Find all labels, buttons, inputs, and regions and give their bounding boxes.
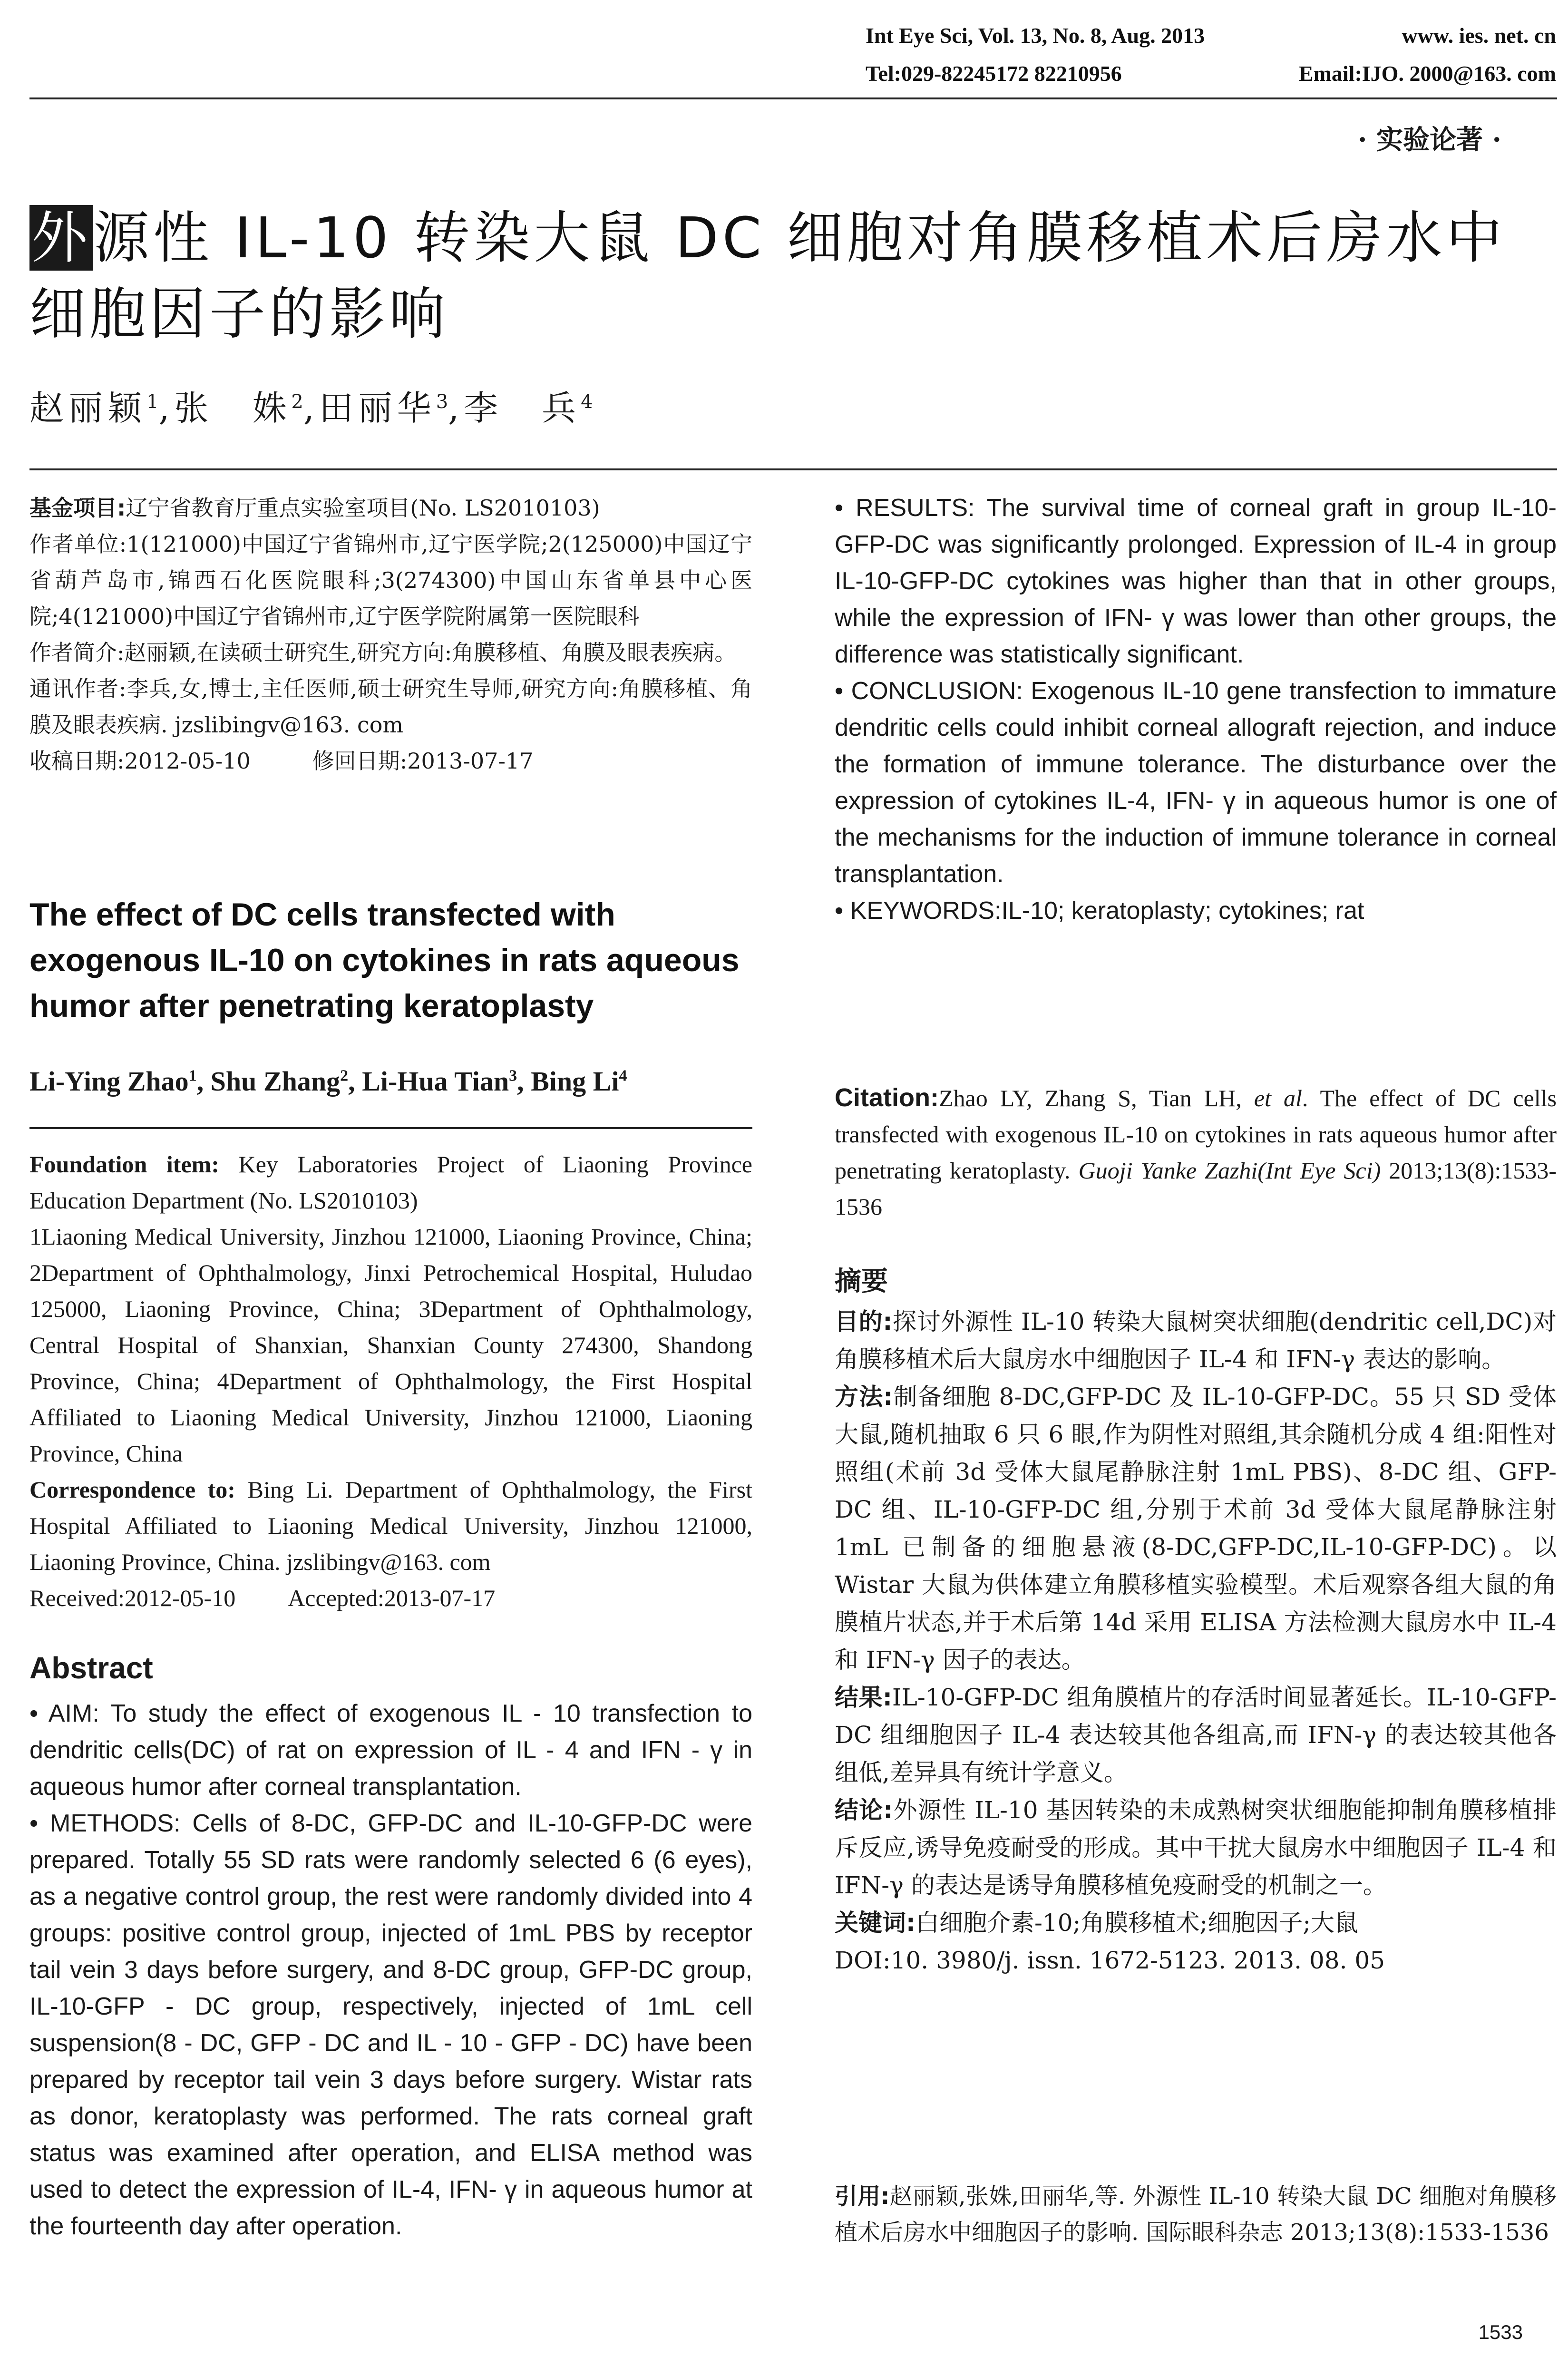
fund-label: 基金项目: — [29, 495, 126, 521]
yinyong-text: 赵丽颖,张姝,田丽华,等. 外源性 IL-10 转染大鼠 DC 细胞对角膜移植术后房水中细胞因子的影响. 国际眼科杂志 2013;13(8):1533-1536 — [835, 2183, 1557, 2246]
journal-info: Int Eye Sci, Vol. 13, No. 8, Aug. 2013 — [866, 23, 1205, 48]
title-cn — [29, 200, 1557, 352]
abstract-left-block — [29, 1695, 752, 2245]
page-number: 1533 — [1478, 2321, 1523, 2343]
unit-text: 1(121000)中国辽宁省锦州市,辽宁医学院;2(125000)中国辽宁省葫芦岛市,锦西石化医院眼科;3(274300)中国山东省单县中心医院;4(121000)中国辽宁省锦州市,辽宁医学院附属第一医院眼科 — [29, 531, 752, 629]
intro-label: 作者简介: — [29, 640, 125, 665]
author-sup: 3 — [509, 1067, 517, 1085]
cn-meta-block — [29, 490, 752, 779]
corr-text-cn: 李兵,女,博士,主任医师,硕士研究生导师,研究方向:角膜移植、角膜及眼表疾病. jzslibingv@163. com — [29, 676, 753, 738]
corr-text-en: Bing Li. Department of Ophthalmology, the First Hospital Affiliated to Liaoning Medical University, Jinzhou 121000, Liaoning Province, China. jzslibingv@163. com — [29, 1476, 753, 1575]
journal-phone: Tel:029-82245172 82210956 — [866, 61, 1122, 86]
jieguo-text: IL-10-GFP-DC 组角膜植片的存活时间显著延长。IL-10-GFP-DC 组细胞因子 IL-4 表达较其他各组高,而 IFN-γ 的表达较其他各组低,差异具有统计学意义。 — [835, 1684, 1557, 1786]
author-sup: 3 — [436, 391, 448, 413]
yinyong-block — [835, 2178, 1557, 2250]
journal-website: www. ies. net. cn — [1402, 23, 1556, 48]
corr-label-en: Correspondence to: — [29, 1476, 235, 1503]
accepted-en: Accepted:2013-07-17 — [288, 1585, 496, 1611]
author-en: Li-Hua Tian — [362, 1066, 509, 1097]
fangfa-label: 方法: — [835, 1383, 893, 1411]
received-en: Received:2012-05-10 — [29, 1585, 236, 1611]
foundation-text: Key Laboratories Project of Liaoning Province Education Department (No. LS2010103) — [29, 1151, 752, 1214]
citation-text: . The effect of DC cells transfected with exogenous IL-10 on cytokines in rats aqueous humor after penetrating keratoplasty. — [835, 1085, 1557, 1184]
header-rule — [29, 97, 1557, 99]
jielun-text: 外源性 IL-10 基因转染的未成熟树突状细胞能抑制角膜移植排斥反应,诱导免疫耐受的形成。其中干扰大鼠房水中细胞因子 IL-4 和 IFN-γ 的表达是诱导角膜移植免疫耐受的机制之一。 — [835, 1796, 1557, 1899]
author-sup: 4 — [619, 1067, 627, 1085]
revised-label-cn: 修回日期: — [312, 748, 408, 774]
zhaiyao-block — [835, 1303, 1557, 1979]
citation-text: Zhao LY, Zhang S, Tian LH, — [938, 1085, 1254, 1111]
intro-text: 赵丽颖,在读硕士研究生,研究方向:角膜移植、角膜及眼表疾病。 — [124, 640, 737, 665]
abstract-right-block — [835, 490, 1557, 929]
received-label-cn: 收稿日期: — [29, 748, 125, 774]
yinyong-label: 引用: — [835, 2183, 890, 2210]
citation-label: Citation: — [835, 1083, 939, 1112]
abstract-results: • RESULTS: The survival time of corneal graft in group IL-10-GFP-DC was significantly prolonged. Expression of IL-4 in group IL-10-GFP-DC cytokines was higher than that in other groups, while the expression of IFN- γ was lower than other groups, the difference was statistically significant. — [835, 494, 1557, 668]
author-en: Bing Li — [531, 1066, 619, 1097]
en-meta-block — [29, 1146, 752, 1616]
authors-en-rule — [29, 1127, 752, 1129]
jieguo-label: 结果: — [835, 1684, 892, 1711]
foundation-label: Foundation item: — [29, 1151, 219, 1178]
mudi-label: 目的: — [835, 1308, 893, 1335]
abstract-heading: Abstract — [29, 1651, 153, 1685]
keywords-cn-text: 白细胞介素-10;角膜移植术;细胞因子;大鼠 — [915, 1909, 1359, 1937]
mudi-text: 探讨外源性 IL-10 转染大鼠树突状细胞(dendritic cell,DC)对角膜移植术后大鼠房水中细胞因子 IL-4 和 IFN-γ 表达的影响。 — [835, 1308, 1557, 1373]
abstract-methods: • METHODS: Cells of 8-DC, GFP-DC and IL-10-GFP-DC were prepared. Totally 55 SD rats were randomly selected 6 (6 eyes), as a negative control group, the rest were randomly divided into 4 groups: positive control group, injected of 1mL PBS by receptor tail vein 3 days before surgery, and 8-DC group, GFP-DC group, IL-10-GFP - DC group, respectively, injected of 1mL cell suspension(8 - DC, GFP - DC and IL - 10 - GFP - DC) have been prepared by receptor tail vein 3 days before surgery. Wistar rats as donor, keratoplasty was performed. The rats corneal graft status was examined after operation, and ELISA method was used to detect the expression of IL-4, IFN- γ in aqueous humor at the fourteenth day after operation. — [29, 1810, 752, 2240]
doi: DOI:10. 3980/j. issn. 1672-5123. 2013. 08. 05 — [835, 1947, 1385, 1974]
journal-email: Email:IJO. 2000@163. com — [1298, 61, 1556, 86]
keywords-cn-label: 关键词: — [835, 1909, 915, 1937]
affiliations-en: 1Liaoning Medical University, Jinzhou 121000, Liaoning Province, China; 2Department of Ophthalmology, Jinxi Petrochemical Hospital, Huludao 125000, Liaoning Province, China; 3Department of Ophthalmology, Central Hospital of Shanxian, Shanxian County 274300, Shandong Province, China; 4Department of Ophthalmology, the First Hospital Affiliated to Liaoning Medical University, Jinzhou 121000, Liaoning Province, China — [29, 1223, 752, 1467]
zhaiyao-heading: 摘要 — [835, 1266, 888, 1297]
corr-label-cn: 通讯作者: — [29, 676, 127, 701]
author-en: Shu Zhang — [210, 1066, 341, 1097]
section-tag: · 实验论著 · — [1358, 124, 1501, 156]
author-sup: 4 — [581, 391, 593, 413]
citation-block — [835, 1080, 1557, 1225]
abstract-keywords: • KEYWORDS:IL-10; keratoplasty; cytokines; rat — [835, 897, 1364, 925]
author-cn: 李 兵 — [464, 388, 581, 428]
authors-en: Li-Ying Zhao$^1$, Shu Zhang$^2$, Li-Hua Tian$^3$, Bing Li$^4$ — [29, 1066, 627, 1097]
author-sup: 1 — [188, 1067, 197, 1085]
received-date-cn: 2012-05-10 — [124, 748, 251, 774]
citation-journal: Guoji Yanke Zazhi(Int Eye Sci) — [1078, 1157, 1381, 1184]
abstract-conclusion: • CONCLUSION: Exogenous IL-10 gene transfection to immature dendritic cells could inhibit corneal allograft rejection, and induce the formation of immune tolerance. The disturbance over the expression of cytokines IL-4, IFN- γ in aqueous humor is one of the mechanisms for the induction of immune tolerance in corneal transplantation. — [835, 677, 1557, 888]
author-sup: 2 — [291, 391, 303, 413]
author-cn: 赵丽颖 — [29, 388, 147, 428]
fangfa-text: 制备细胞 8-DC,GFP-DC 及 IL-10-GFP-DC。55 只 SD 受体大鼠,随机抽取 6 只 6 眼,作为阴性对照组,其余随机分成 4 组:阳性对照组(术前 3d 受体大鼠尾静脉注射 1mL PBS)、8-DC 组、GFP-DC 组、IL-10-GFP-DC 组,分别于术前 3d 受体大鼠尾静脉注射 1mL 已制备的细胞悬液(8-DC,GFP-DC,IL-10-GFP-DC)。以 Wistar 大鼠为供体建立角膜移植实验模型。术后观察各组大鼠的角膜植片状态,并于术后第 14d 采用 ELISA 方法检测大鼠房水中 IL-4 和 IFN-γ 因子的表达。 — [835, 1383, 1557, 1674]
authors-rule — [29, 468, 1557, 470]
author-cn: 张 姝 — [174, 388, 292, 428]
author-sup: 2 — [340, 1067, 349, 1085]
authors-cn: 赵丽颖$^1$,张 姝$^2$,田丽华$^3$,李 兵$^4$ — [29, 388, 593, 428]
title-cn-text: 源性 IL-10 转染大鼠 DC 细胞对角膜移植术后房水中细胞因子的影响 — [29, 205, 1506, 347]
author-cn: 田丽华 — [319, 388, 436, 428]
revised-date-cn: 2013-07-17 — [407, 748, 534, 774]
title-en: The effect of DC cells transfected with exogenous IL-10 on cytokines in rats aqueous humor after penetrating keratoplasty — [29, 896, 740, 1024]
author-sup: 1 — [146, 391, 159, 413]
unit-label: 作者单位: — [29, 531, 127, 557]
abstract-aim: • AIM: To study the effect of exogenous IL - 10 transfection to dendritic cells(DC) of rat on expression of IL - 4 and IFN - γ in aqueous humor after corneal transplantation. — [29, 1700, 752, 1801]
author-en: Li-Ying Zhao — [29, 1066, 189, 1097]
citation-text: 2013;13(8):1533-1536 — [835, 1157, 1557, 1220]
citation-etal: et al — [1254, 1085, 1302, 1111]
fund-text: 辽宁省教育厅重点实验室项目(No. LS2010103) — [126, 495, 600, 521]
title-cn-dropcap: 外 — [29, 205, 93, 271]
jielun-label: 结论: — [835, 1796, 893, 1824]
